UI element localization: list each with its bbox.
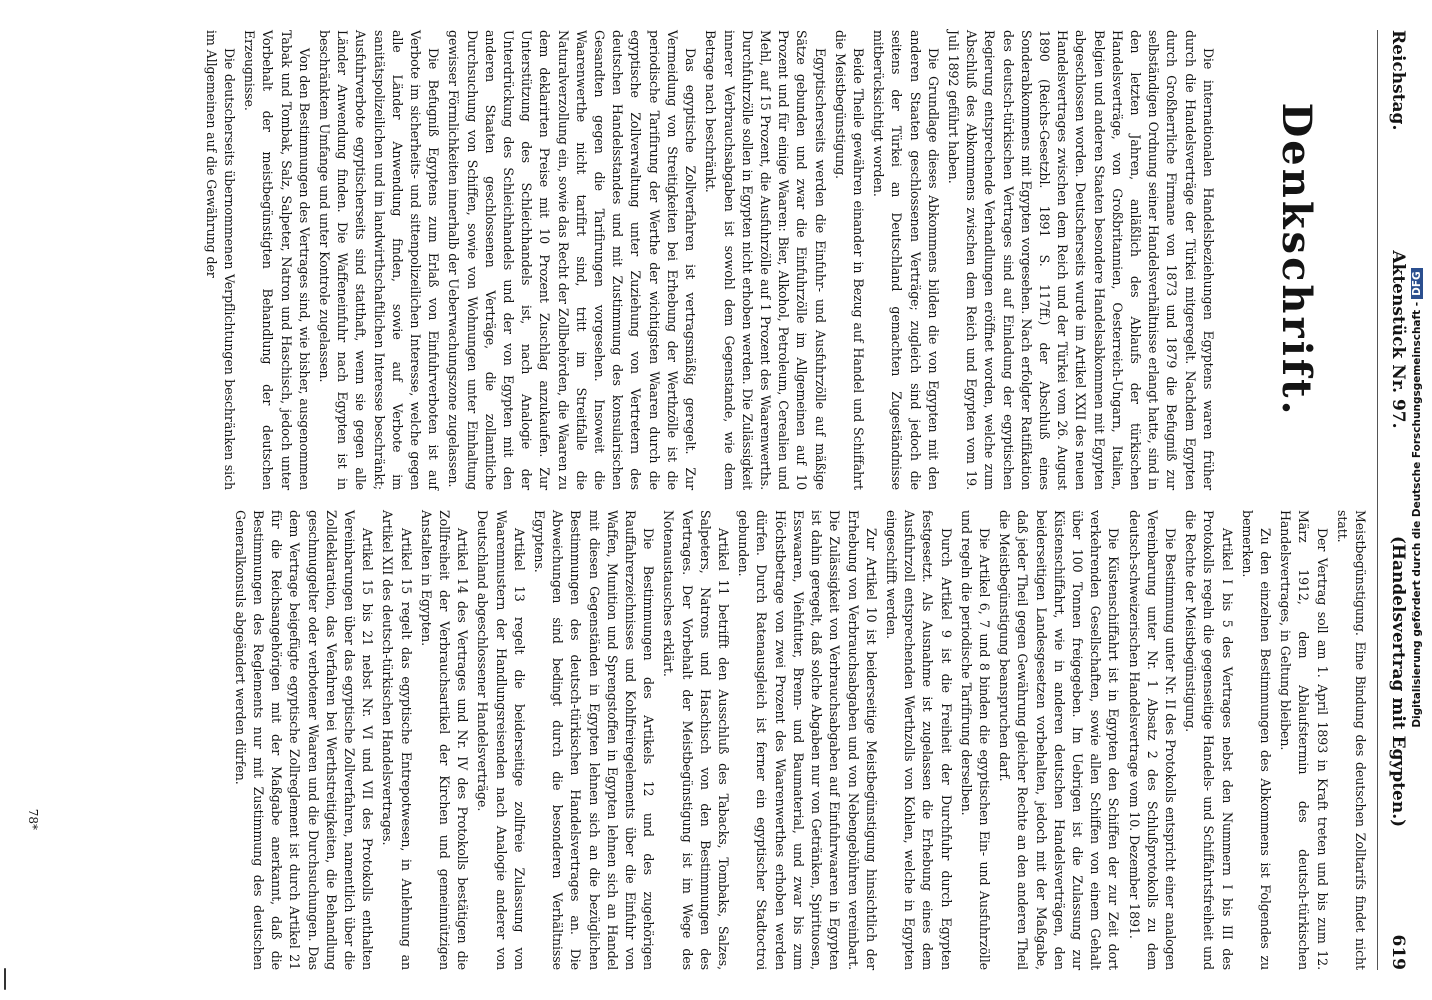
paragraph: Beide Theile gewähren einander in Bezug auf Handel und Schiffahrt die Meistbegünstigung. bbox=[832, 30, 866, 490]
paragraph: Artikel I bis 5 des Vertrages nebst den Nummern I bis III des Protokolls regeln die gegenseitige Handels- und Schiffahrtsfreiheit und die Rechte der Meistbegünstigung. bbox=[1183, 510, 1235, 970]
paragraph: Egyptischerseits werden die Einfuhr- und Ausfuhrzölle auf mäßige Sätze gebunden und zwar die Einfuhrzölle im Allgemeinen auf 10 Prozent und für einige Waaren: Bier, Alkohol, Petroleum, Cerealien und Mehl, auf 15 Prozent, die Ausfuhrzölle auf 1 Prozent des Waarenwerths. Durchfuhrzölle sollen in Egypten nicht erhoben werden. Die Zulässigkeit innerer Verbrauchsabgaben ist sowohl dem Gegenstande, wie dem Betrage nach beschränkt. bbox=[703, 30, 828, 491]
paragraph: Die Bestimmungen des Artikels 12 und des zugehörigen Rauffahrerzeichnisses und Kohlfreiregelements über die Einfuhr von Waffen, Munition und Sprengstoffen in Egypten lehnen sich an Handel mit diesen Gegenständen in Egypten lehnen sich an die bezüglichen Bestimmungen des deutsch-türkischen Handelsvertrages an. Die Abweichungen sind bedingt durch die besonderen Verhältnisse Egyptens. bbox=[532, 510, 657, 970]
paragraph: Die Bestimmung unter Nr. II des Protokolls entspricht einer analogen Vereinbarung unter Nr. 1 Absatz 2 des Schlußprotokolls zu dem deutsch-schweizerischen Handelsvertrage vom 10. Dezember 1891. bbox=[1126, 510, 1178, 970]
paragraph: Der Vertrag soll am 1. April 1893 in Kraft treten und bis zum 12. März 1912, dem Ablaufstermin des deutsch-türkischen Handelsvertrages, in Geltung bleiben. bbox=[1278, 510, 1330, 970]
paragraph: Zu den einzelnen Bestimmungen des Abkommens ist Folgendes zu bemerken. bbox=[1239, 510, 1273, 970]
scan-edge-mark bbox=[4, 968, 6, 990]
paragraph: Artikel 15 regelt das egyptische Entrepotwesen, in Anlehnung an Artikel XII des deutsch-türkischen Handelsvertrages. bbox=[380, 510, 414, 970]
paragraph: Artikel 15 bis 21 nebst Nr. VI und VII des Protokolls enthalten Vereinbarungen über das egyptische Zollverfahren, namentlich über die Zolldeklaration, das Verfahren bei Werthstreitigkeiten, die Behandlung geschmuggelter oder verbotener Waaren und die Durchsuchungen. Das dem Vertrage beigefügte egyptische Zollreglement ist durch Artikel 21 für die Reichsangehörigen mit der Maßgabe anerkannt, daß die Bestimmungen des Reglements nur mit Zustimmung des deutschen Generalkonsuls abgeändert werden dürfen. bbox=[232, 510, 376, 970]
credit-text: Digitalisierung gefördert durch die Deutsche Forschungsgemeinschaft - bbox=[1411, 301, 1423, 728]
header-center: Aktenstück Nr. 97. bbox=[1388, 250, 1408, 429]
paragraph: Die deutscherseits übernommenen Verpflichtungen beschränken sich im Allgemeinen auf die Gewährung der bbox=[203, 30, 238, 490]
header-middle: (Handelsvertrag mit Egypten.) bbox=[1388, 535, 1408, 828]
header-left: Reichstag. bbox=[1388, 30, 1408, 131]
paragraph: Meistbegünstigung. Eine Bindung des deutschen Zolltarifs findet nicht statt. bbox=[1334, 510, 1368, 970]
document-title: Denkschrift. bbox=[1273, 102, 1320, 418]
paragraph: Die internationalen Handelsbeziehungen Egyptens waren früher durch die Handelsverträge der Türkei mitgeregelt. Nachdem Egypten durch Großherrliche Firmane von 1873 und 1879 die Befugniß zur selbständigen Ordnung seiner Handelsverhältnisse erlangt hatte, sind in den letzten Jahren, anläßlich des Ablaufs der türkischen Handelsverträge, von Großbritannien, Oesterreich-Ungarn, Italien, Belgien und anderen Staaten besondere Handelsabkommen mit Egypten abgeschlossen worden. Deutscherseits wurde im Artikel XXII des neuen Handelsvertrages zwischen dem Reich und der Türkei vom 26. August 1890 (Reichs-Gesetzbl. 1891 S. 117ff.) der Abschluß eines Sonderabkommens mit Egypten vorgesehen. Nach erfolgter Ratifikation des deutsch-türkischen Vertrages sind auf Einladung der egyptischen Regierung entsprechende Verhandlungen eröffnet worden, welche zum Abschluß des Abkommens zwischen dem Reich und Egypten vom 19. Juli 1892 geführt haben. bbox=[945, 30, 1216, 490]
paragraph: Die Grundlage dieses Abkommens bilden die von Egypten mit den anderen Staaten geschlossenen Verträge; zugleich sind jedoch die seitens der Türkei an Deutschland gemachten Zugeständnisse mitberücksichtigt worden. bbox=[871, 30, 941, 490]
paragraph: Zur Artikel 10 ist beiderseitige Meistbegünstigung hinsichtlich der Erhebung von Verbrauchsabgaben und von Nebengebühren vereinbart. Die Zulässigkeit von Verbrauchsabgaben auf Einfuhrwaaren in Egypten ist dahin geregelt, daß solche Abgaben nur von Getränken, Spirituosen, Esswaaren, Viehfutter, Brenn- und Baumaterial, und zwar bis zum Höchstbetrage von zwei Prozent des Waarenwerthes erhoben werden dürfen. Durch Ratenausgleich ist ferner ein egyptischer Stadtoctroi gebunden. bbox=[736, 510, 879, 970]
paragraph: Die Befugniß Egyptens zum Erlaß von Einfuhrverboten ist auf Verbote im sicherheits- und sittenpolizeilichen Interesse, welche gegen alle Länder Anwendung finden, sowie auf Verbote im sanitätspolizeilichen und im landwirthschaftlichen Interesse beschränkt; Ausfuhrverbote egyptischerseits sind statthaft, wenn sie gegen alle Länder Anwendung finden. Die Waffeneinfuhr nach Egypten ist in beschränktem Umfange und unter Kontrole zugelassen. bbox=[317, 30, 442, 490]
paragraph: Artikel 11 betrifft den Ausschluß des Tabacks, Tombaks, Salzes, Salpeters, Natrons und Haschisch von den Bestimmungen des Vertrages. Der Vorbehalt der Meistbegünstigung ist im Wege des Notenaustausches erklärt. bbox=[661, 510, 732, 970]
paragraph: Artikel 14 des Vertrages und Nr. IV des Protokolls bestätigen die Zollfreiheit der Verbrauchsartikel der Kirchen und gemeinnützigen Anstalten in Egypten. bbox=[418, 510, 471, 970]
paragraph: Durch Artikel 9 ist die Freiheit der Durchfuhr durch Egypten festgesetzt. Als Ausnahme ist zugelassen die Erhebung eines dem Ausfuhrzoll entsprechenden Werthzolls von Kohlen, welche in Egypten eingeschifft werden. bbox=[883, 510, 954, 970]
running-header bbox=[1377, 30, 1408, 970]
paragraph: Die Küstenschiffahrt ist in Egypten den Schiffen der zur Zeit dort verkehrenden Gesellschaften, sowie allen Schiffen von einem Gehalt über 100 Tonnen freigegeben. Im Uebrigen ist die Zulassung zur Küstenschiffahrt, wie in anderen deutschen Handelsverträgen, den beiderseitigen Landesgesetzen vorbehalten, jedoch mit der Maßgabe, daß jeder Theil gegen Gewährung gleicher Rechte an den anderen Theil die Meistbegünstigung beanspruchen darf. bbox=[997, 510, 1122, 970]
digitization-credit bbox=[1411, 0, 1423, 996]
page-number: 619 bbox=[1388, 934, 1408, 970]
left-column bbox=[200, 30, 1369, 490]
signature-mark: 78* bbox=[26, 808, 40, 830]
paragraph: Artikel 13 regelt die beiderseitige zollfreie Zulassung von Waarenmustern der Handlungsreisenden nach Analogie anderer von Deutschland abgeschlossener Handelsverträge. bbox=[475, 510, 527, 970]
right-column bbox=[200, 510, 1369, 970]
paragraph: Die Artikel 6, 7 und 8 binden die egyptischen Ein- und Ausfuhrzölle und regeln die periodische Tarifirung derselben. bbox=[958, 510, 992, 970]
dfg-badge: DFG bbox=[1411, 268, 1423, 299]
paragraph: Von den Bestimmungen des Vertrages sind, wie bisher, ausgenommen Tabak und Tombak, Salz, Salpeter, Natron und Haschisch, jedoch unter Vorbehalt der meistbegünstigten Behandlung der deutschen Erzeugnisse. bbox=[242, 30, 312, 490]
paragraph: Das egyptische Zollverfahren ist vertragsmäßig geregelt. Zur Vermeidung von Streitigkeiten bei Erhebung der Werthzölle ist die periodische Tarifirung der Werthe der wichtigsten Waaren durch die egyptische Zollverwaltung unter Zuziehung von Vertretern des deutschen Handelsstandes und mit Zustimmung des konsularischen Gesandten gegen die Tarifirungen vorgesehen. Insoweit die Waarenwerthe nicht tarifirt sind, tritt im Streitfalle die Naturalverzollung ein, sowie das Recht der Zollbehörden, die Waaren zu dem deklarirten Preise mit 10 Prozent Zuschlag anzukaufen. Zur Unterstützung des Schleichhandels ist, nach Analogie der Unterdrückung des Schleichhandels und der von Egypten mit den anderen Staaten geschlossenen Verträge, die zollamtliche Durchsuchung von Schiffen, sowie von Wohnungen unter Einhaltung gewisser Förmlichkeiten innerhalb der Ueberwachungszone zugelassen. bbox=[446, 30, 699, 490]
